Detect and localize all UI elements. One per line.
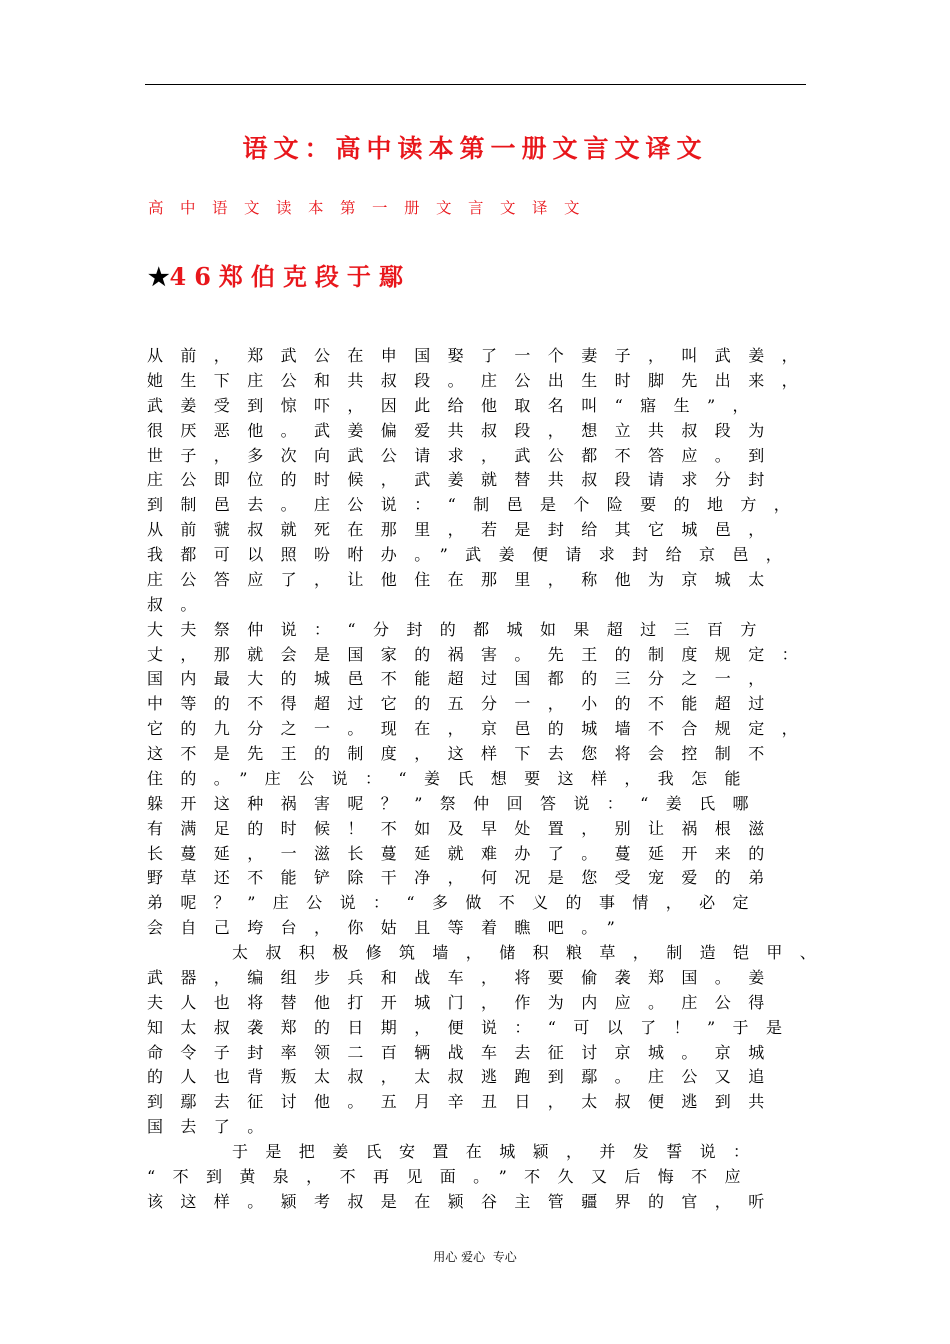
top-rule: [145, 84, 806, 85]
text-line: 夫人也将替他打开城门，作为内应。庄公得: [147, 992, 782, 1012]
text-line: 的人也背叛太叔，太叔逃跑到鄢。庄公又追: [147, 1067, 782, 1087]
text-line: 它的九分之一。现在，京邑的城墙不合规定，: [147, 719, 816, 739]
text-line: 于是把姜氏安置在城颍，并发誓说：: [232, 1142, 767, 1161]
text-line: 世子，多次向武公请求，武公都不答应。到: [147, 445, 782, 465]
text-line: 这不是先王的制度，这样下去您将会控制不: [147, 744, 782, 763]
body-text: [147, 344, 834, 1215]
text-line: 到制邑去。庄公说：“制邑是个险要的地方，: [147, 495, 808, 515]
star-icon: ★: [148, 262, 170, 291]
text-line: 很厌恶他。武姜偏爱共叔段，想立共叔段为: [147, 420, 782, 440]
text-line: 太叔积极修筑墙，储积粮草，制造铠甲、: [232, 943, 834, 962]
text-line: 该这样。颍考叔是在颍谷主管疆界的官，听: [147, 1191, 782, 1211]
text-line: 会自己垮台，你姑且等着瞧吧。”: [147, 918, 633, 938]
text-line: 从前虢叔就死在那里，若是封给其它城邑，: [147, 520, 782, 540]
text-line: 到鄢去征讨他。五月辛丑日，太叔便逃到共: [147, 1092, 782, 1112]
text-line: 国去了。: [147, 1117, 281, 1137]
page-subtitle: 高中语文读本第一册文言文译文: [148, 199, 597, 217]
text-line: “不到黄泉，不再见面。”不久又后悔不应: [147, 1166, 758, 1186]
text-line: 武器，编组步兵和战车，将要偷袭郑国。姜: [147, 967, 782, 987]
section-heading: [148, 261, 411, 293]
text-line: 庄公答应了，让他住在那里，称他为京城太: [147, 569, 782, 589]
text-line: 躲开这种祸害呢？”祭仲回答说：“姜氏哪: [147, 793, 766, 813]
text-line: 中等的不得超过它的五分一，小的不能超过: [147, 694, 782, 714]
text-line: 弟呢？”庄公说：“多做不义的事情，必定: [147, 893, 766, 913]
text-line: 住的。”庄公说：“姜氏想要这样，我怎能: [147, 768, 758, 788]
text-line: 丈，那就会是国家的祸害。先王的制度规定：: [147, 644, 816, 664]
text-line: 命令子封率领二百辆战车去征讨京城。京城: [147, 1042, 782, 1062]
text-line: 长蔓延，一滋长蔓延就难办了。蔓延开来的: [147, 843, 782, 863]
text-line: 从前，郑武公在申国娶了一个妻子，叫武姜，: [147, 346, 816, 365]
text-line: 庄公即位的时候，武姜就替共叔段请求分封: [147, 470, 782, 490]
text-line: 有满足的时候！不如及早处置，别让祸根滋: [147, 818, 782, 838]
text-line: 知太叔袭郑的日期，便说：“可以了！”于是: [147, 1017, 800, 1037]
text-line: 野草还不能铲除干净，何况是您受宠爱的弟: [147, 868, 782, 888]
section-heading-text: 46郑伯克段于鄢: [169, 262, 411, 291]
text-line: 她生下庄公和共叔段。庄公出生时脚先出来，: [147, 370, 816, 390]
page-footer: 用心 爱心 专心: [433, 1250, 517, 1264]
text-line: 我都可以照吩咐办。”武姜便请求封给京邑，: [147, 545, 800, 564]
text-line: 武姜受到惊吓，因此给他取名叫“寤生”，: [147, 395, 766, 415]
page-title: 语文：高中读本第一册文言文译文: [242, 134, 708, 163]
text-line: 大夫祭仲说：“分封的都城如果超过三百方: [147, 619, 774, 639]
text-line: 国内最大的城邑不能超过国都的三分之一，: [147, 669, 782, 689]
text-line: 叔。: [147, 594, 214, 614]
